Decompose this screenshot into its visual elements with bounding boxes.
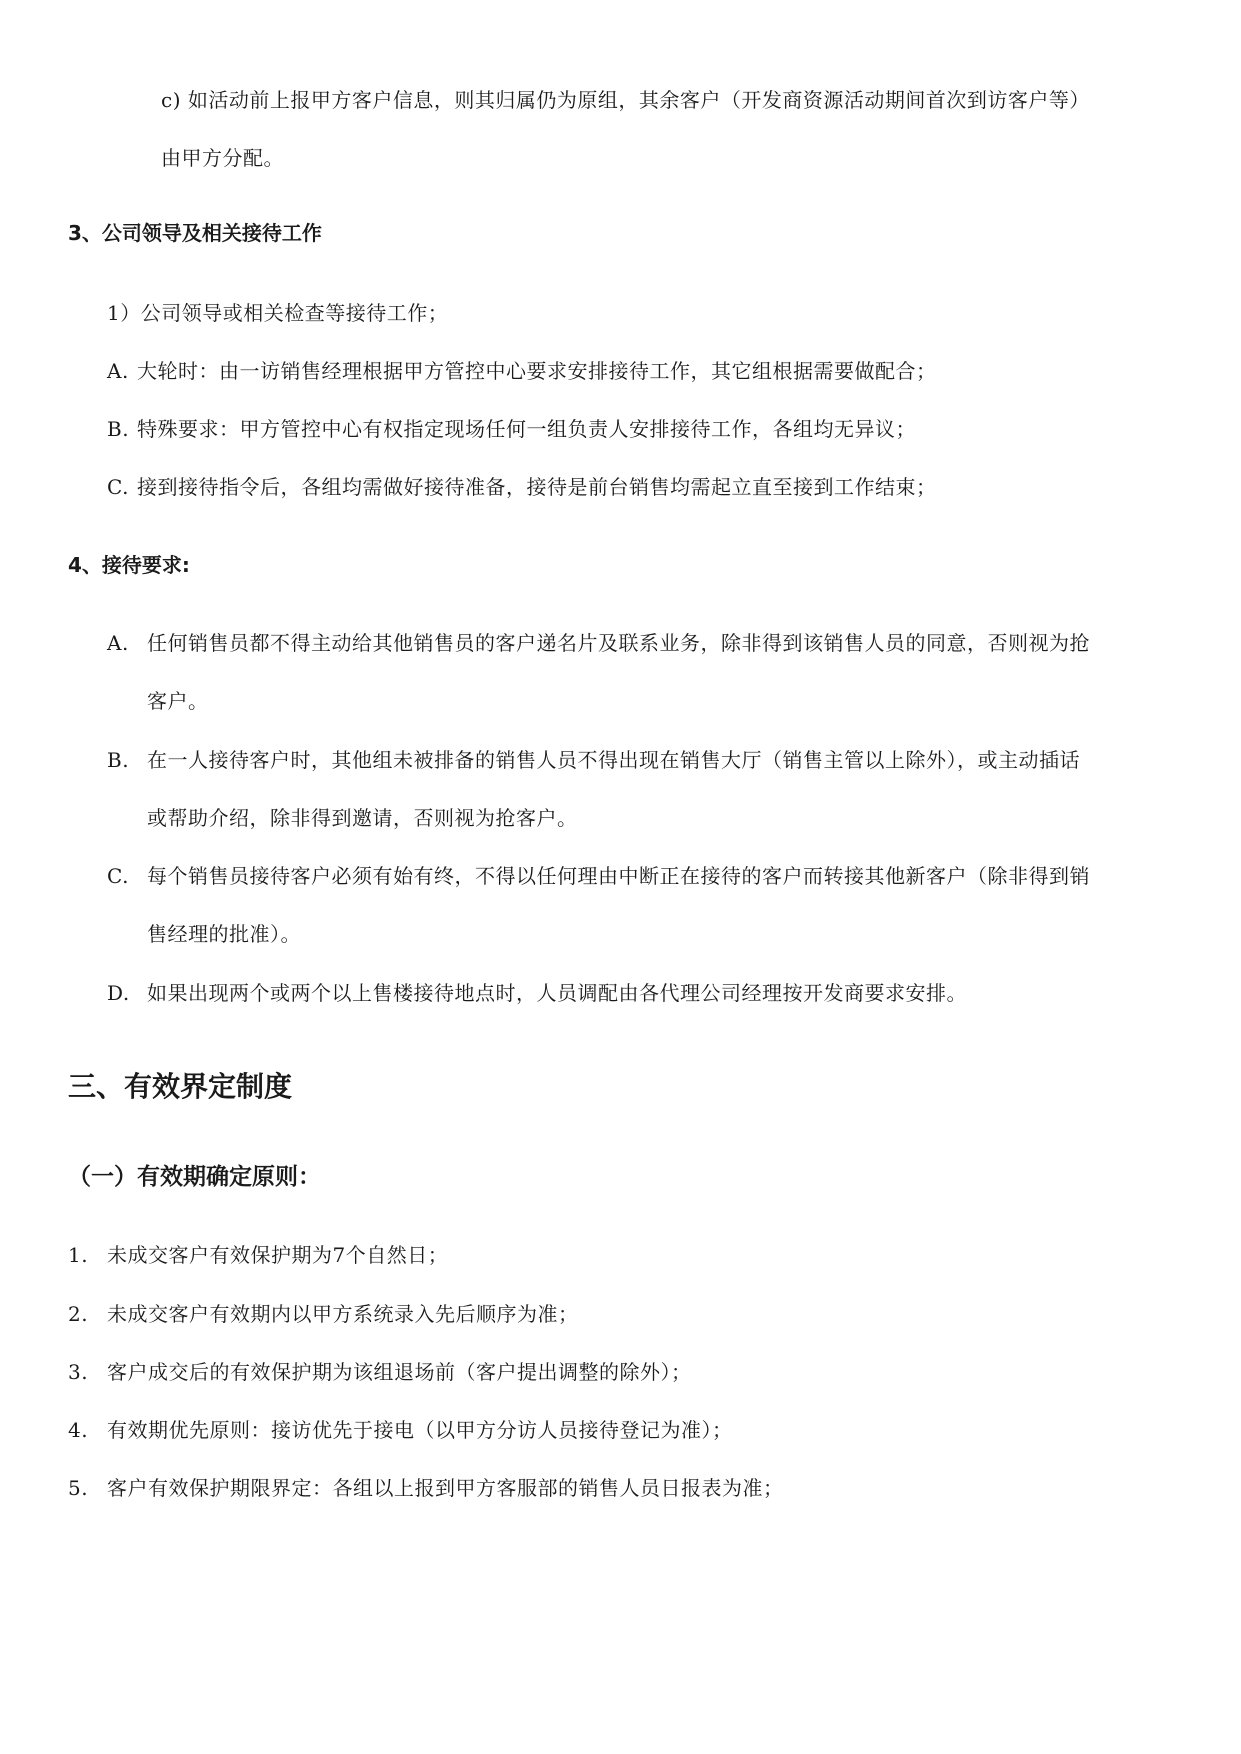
section4-item-b-line1 xyxy=(107,747,1080,773)
rule-2-marker: 2. xyxy=(68,1302,89,1326)
section4-item-c-line1 xyxy=(107,863,1090,889)
rule-1 xyxy=(68,1242,448,1268)
section4-item-d-text1: 如果出现两个或两个以上售楼接待地点时，人员调配由各代理公司经理按开发商要求安排。 xyxy=(147,981,967,1005)
item-c-text1: 如活动前上报甲方客户信息，则其归属仍为原组，其余客户（开发商资源活动期间首次到访客户等） xyxy=(187,88,1090,112)
rule-3 xyxy=(68,1359,692,1385)
rule-2-text: 未成交客户有效期内以甲方系统录入先后顺序为准； xyxy=(107,1302,579,1326)
rule-4 xyxy=(68,1417,733,1443)
section3-item-b-marker: B. xyxy=(107,417,130,441)
chapter3-subtitle: （一）有效期确定原则： xyxy=(68,1164,321,1190)
section4-item-c-text1: 每个销售员接待客户必须有始有终，不得以任何理由中断正在接待的客户而转接其他新客户（除非得到销 xyxy=(147,864,1090,888)
section3-heading: 3、公司领导及相关接待工作 xyxy=(68,221,322,245)
item-c-line1 xyxy=(161,87,1090,113)
section3-sub1: 1）公司领导或相关检查等接待工作； xyxy=(107,301,449,325)
section4-item-a-line2: 客户。 xyxy=(147,689,209,713)
section4-item-b-text1: 在一人接待客户时，其他组未被排备的销售人员不得出现在销售大厅（销售主管以上除外），或主动插话 xyxy=(147,748,1080,772)
section4-heading: 4、接待要求: xyxy=(68,553,190,577)
rule-5-marker: 5. xyxy=(68,1476,89,1500)
section4-item-c-marker: C. xyxy=(107,864,129,888)
rule-3-marker: 3. xyxy=(68,1360,89,1384)
section4-item-d-line1 xyxy=(107,980,967,1006)
rule-5-text: 客户有效保护期限界定：各组以上报到甲方客服部的销售人员日报表为准； xyxy=(107,1476,784,1500)
section3-item-a-text: 大轮时：由一访销售经理根据甲方管控中心要求安排接待工作，其它组根据需要做配合； xyxy=(137,359,937,383)
section4-item-c-line2: 售经理的批准）。 xyxy=(147,922,301,946)
section3-item-c-marker: C. xyxy=(107,475,129,499)
section4-item-a-line1 xyxy=(107,630,1090,656)
section3-item-a xyxy=(107,358,937,384)
chapter3-title: 三、有效界定制度 xyxy=(68,1070,293,1103)
section4-item-a-marker: A. xyxy=(107,631,129,655)
rule-2 xyxy=(68,1301,579,1327)
section3-item-a-marker: A. xyxy=(107,359,129,383)
section3-item-b-text: 特殊要求：甲方管控中心有权指定现场任何一组负责人安排接待工作，各组均无异议； xyxy=(137,417,916,441)
section4-item-d-marker: D. xyxy=(107,981,130,1005)
section3-item-c-text: 接到接待指令后，各组均需做好接待准备，接待是前台销售均需起立直至接到工作结束； xyxy=(137,475,937,499)
rule-1-text: 未成交客户有效保护期为7个自然日； xyxy=(107,1243,449,1267)
section3-item-c xyxy=(107,474,937,500)
item-c-marker: c) xyxy=(161,88,182,112)
rule-1-marker: 1. xyxy=(68,1243,89,1267)
rule-4-marker: 4. xyxy=(68,1418,89,1442)
item-c-line2: 由甲方分配。 xyxy=(161,146,284,170)
section3-item-b xyxy=(107,416,916,442)
rule-5 xyxy=(68,1475,784,1501)
section4-item-b-line2: 或帮助介绍，除非得到邀请，否则视为抢客户。 xyxy=(147,806,578,830)
rule-3-text: 客户成交后的有效保护期为该组退场前（客户提出调整的除外）； xyxy=(107,1360,692,1384)
rule-4-text: 有效期优先原则：接访优先于接电（以甲方分访人员接待登记为准）； xyxy=(107,1418,733,1442)
section4-item-b-marker: B. xyxy=(107,748,130,772)
section4-item-a-text1: 任何销售员都不得主动给其他销售员的客户递名片及联系业务，除非得到该销售人员的同意，否则视为抢 xyxy=(147,631,1090,655)
